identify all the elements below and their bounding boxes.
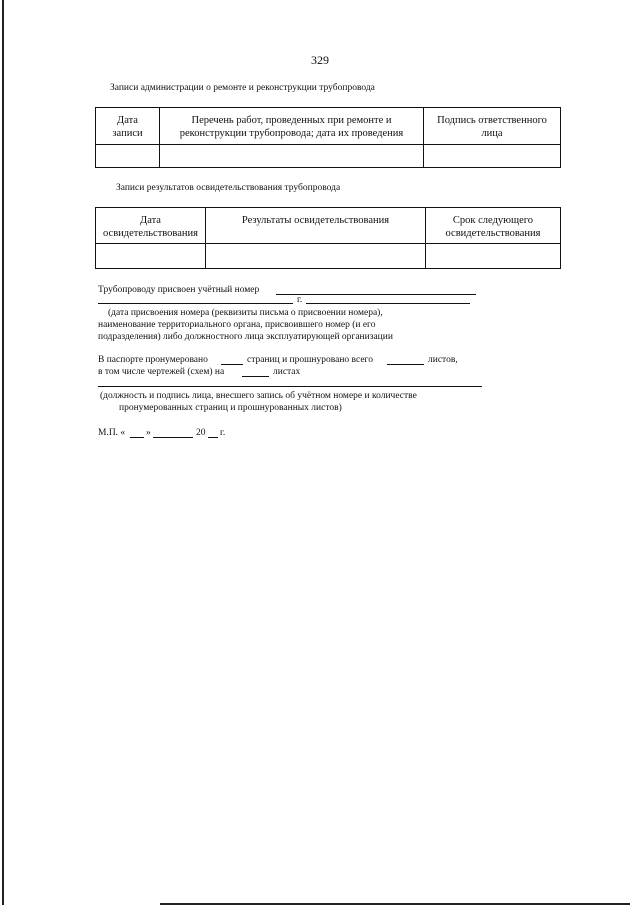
pages-count-field[interactable] <box>221 364 243 365</box>
drawings-suffix: листах <box>273 367 301 377</box>
registration-note-line: наименование территориального органа, присвоившего номер (и его <box>98 320 376 330</box>
header-cell-results: Результаты освидетельствования <box>206 208 426 244</box>
passport-pages-label: В паспорте пронумеровано <box>98 355 208 365</box>
stamp-mp-label: М.П. « <box>98 428 126 438</box>
drawings-label: в том числе чертежей (схем) на <box>98 367 225 377</box>
stamp-year-suffix: г. <box>220 428 226 438</box>
registration-note-line: (дата присвоения номера (реквизиты письма о присвоении номера), <box>108 308 383 318</box>
header-cell-date: Дата записи <box>96 108 160 145</box>
registration-authority-field[interactable] <box>306 303 470 304</box>
header-cell-signature: Подпись ответственного лица <box>424 108 561 145</box>
table-row <box>96 244 561 269</box>
drawings-count-field[interactable] <box>242 376 269 377</box>
section2-heading: Записи результатов освидетельствования трубопровода <box>116 183 341 193</box>
table-header-row <box>96 208 561 244</box>
passport-sheets-label: страниц и прошнуровано всего <box>247 355 373 365</box>
table-row <box>96 145 561 168</box>
signature-note-line: (должность и подпись лица, внесшего запись об учётном номере и количестве <box>100 391 417 401</box>
header-cell-next-inspection: Срок следующего освидетельствования <box>426 208 561 244</box>
header-cell-works: Перечень работ, проведенных при ремонте и реконструкции трубопровода; дата их проведения <box>160 108 424 145</box>
signature-field[interactable] <box>98 386 482 387</box>
table-cell[interactable] <box>424 145 561 168</box>
page-number: 329 <box>311 53 329 67</box>
table-cell[interactable] <box>96 145 160 168</box>
year-mark: г. <box>297 295 303 305</box>
registration-date-field[interactable] <box>98 303 293 304</box>
sheets-count-field[interactable] <box>387 364 424 365</box>
table-cell[interactable] <box>206 244 426 269</box>
stamp-day-field[interactable] <box>130 437 144 438</box>
stamp-year-field[interactable] <box>208 437 218 438</box>
registration-number-field[interactable] <box>276 294 476 295</box>
page-edge-left <box>2 0 4 905</box>
stamp-close-quote: » <box>146 428 151 438</box>
signature-note-line: пронумерованных страниц и прошнурованных листов) <box>119 403 342 413</box>
table-cell[interactable] <box>426 244 561 269</box>
stamp-month-field[interactable] <box>153 437 193 438</box>
repair-records-table <box>95 107 561 168</box>
sheets-suffix: листов, <box>428 355 458 365</box>
section1-heading: Записи администрации о ремонте и реконструкции трубопровода <box>110 83 375 93</box>
inspection-records-table <box>95 207 561 269</box>
registration-note-line: подразделения) либо должностного лица эксплуатирующей организации <box>98 332 393 342</box>
table-cell[interactable] <box>96 244 206 269</box>
table-header-row <box>96 108 561 145</box>
header-cell-inspection-date: Дата освидетельствования <box>96 208 206 244</box>
registration-label: Трубопроводу присвоен учётный номер <box>98 285 260 295</box>
table-cell[interactable] <box>160 145 424 168</box>
stamp-year-prefix: 20 <box>196 428 206 438</box>
